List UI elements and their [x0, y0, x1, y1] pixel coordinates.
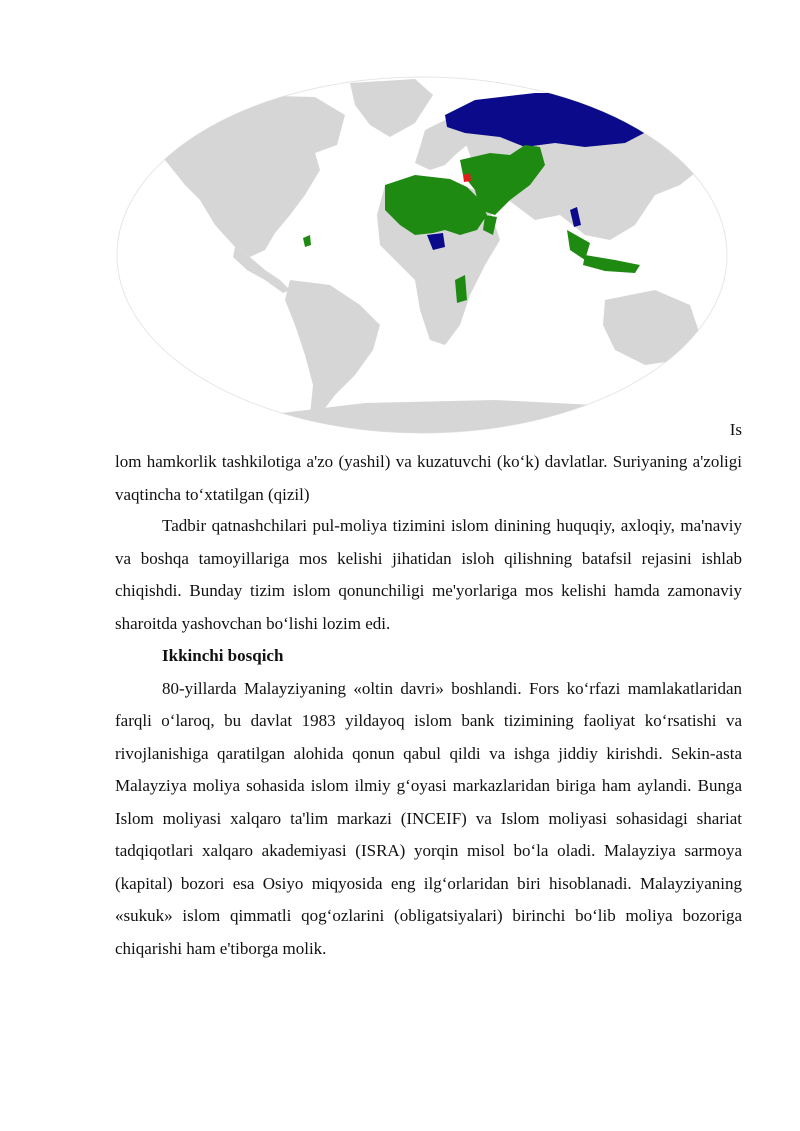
world-map	[115, 75, 730, 435]
mozambique-member	[455, 275, 467, 303]
body-text	[115, 510, 742, 965]
figure-caption: lom hamkorlik tashkilotiga a'zo (yashil) va kuzatuvchi (ko‘k) davlatlar. Suriyaning a'zoligi vaqtincha to‘xtatilgan (qizil)	[115, 452, 742, 504]
world-map-figure	[115, 75, 730, 435]
section-heading: Ikkinchi bosqich	[162, 646, 284, 665]
paragraph-1: Tadbir qatnashchilari pul-moliya tizimini islom dinining huquqiy, axloqiy, ma'naviy va boshqa tamoyillariga mos kelishi jihatidan isloh qilishning batafsil rejasini ishlab chiqishdi. Bunday tizim islom qonunchiligi me'yorlariga mos kelishi hamda zamonaviy sharoitda yashovchan bo‘lishi lozim edi.	[115, 516, 742, 633]
caption-start: Is	[729, 420, 742, 439]
paragraph-2: 80-yillarda Malayziyaning «oltin davri» boshlandi. Fors ko‘rfazi mamlakatlaridan farqli o‘laroq, bu davlat 1983 yildayoq islom bank tizimining faoliyat ko‘rsatishi va rivojlanishiga qaratilgan alohida qonun qabul qildi va ishga jiddiy kirishdi. Sekin-asta Malayziya moliya sohasida islom ilmiy g‘oyasi markazlaridan biriga ham aylandi. Bunga Islom moliyasi xalqaro ta'lim markazi (INCEIF) va Islom moliyasi sohasidagi shariat tadqiqotlari xalqaro akademiyasi (ISRA) yorqin misol bo‘la oladi. Malayziya sarmoya (kapital) bozori esa Osiyo miqyosida eng ilg‘orlaridan biri hisoblanadi. Malayziyaning «sukuk» islom qimmatli qog‘ozlarini (obligatsiyalari) birinchi bo‘lib moliya bozoriga chiqarishi ham e'tiborga molik.	[115, 678, 742, 958]
